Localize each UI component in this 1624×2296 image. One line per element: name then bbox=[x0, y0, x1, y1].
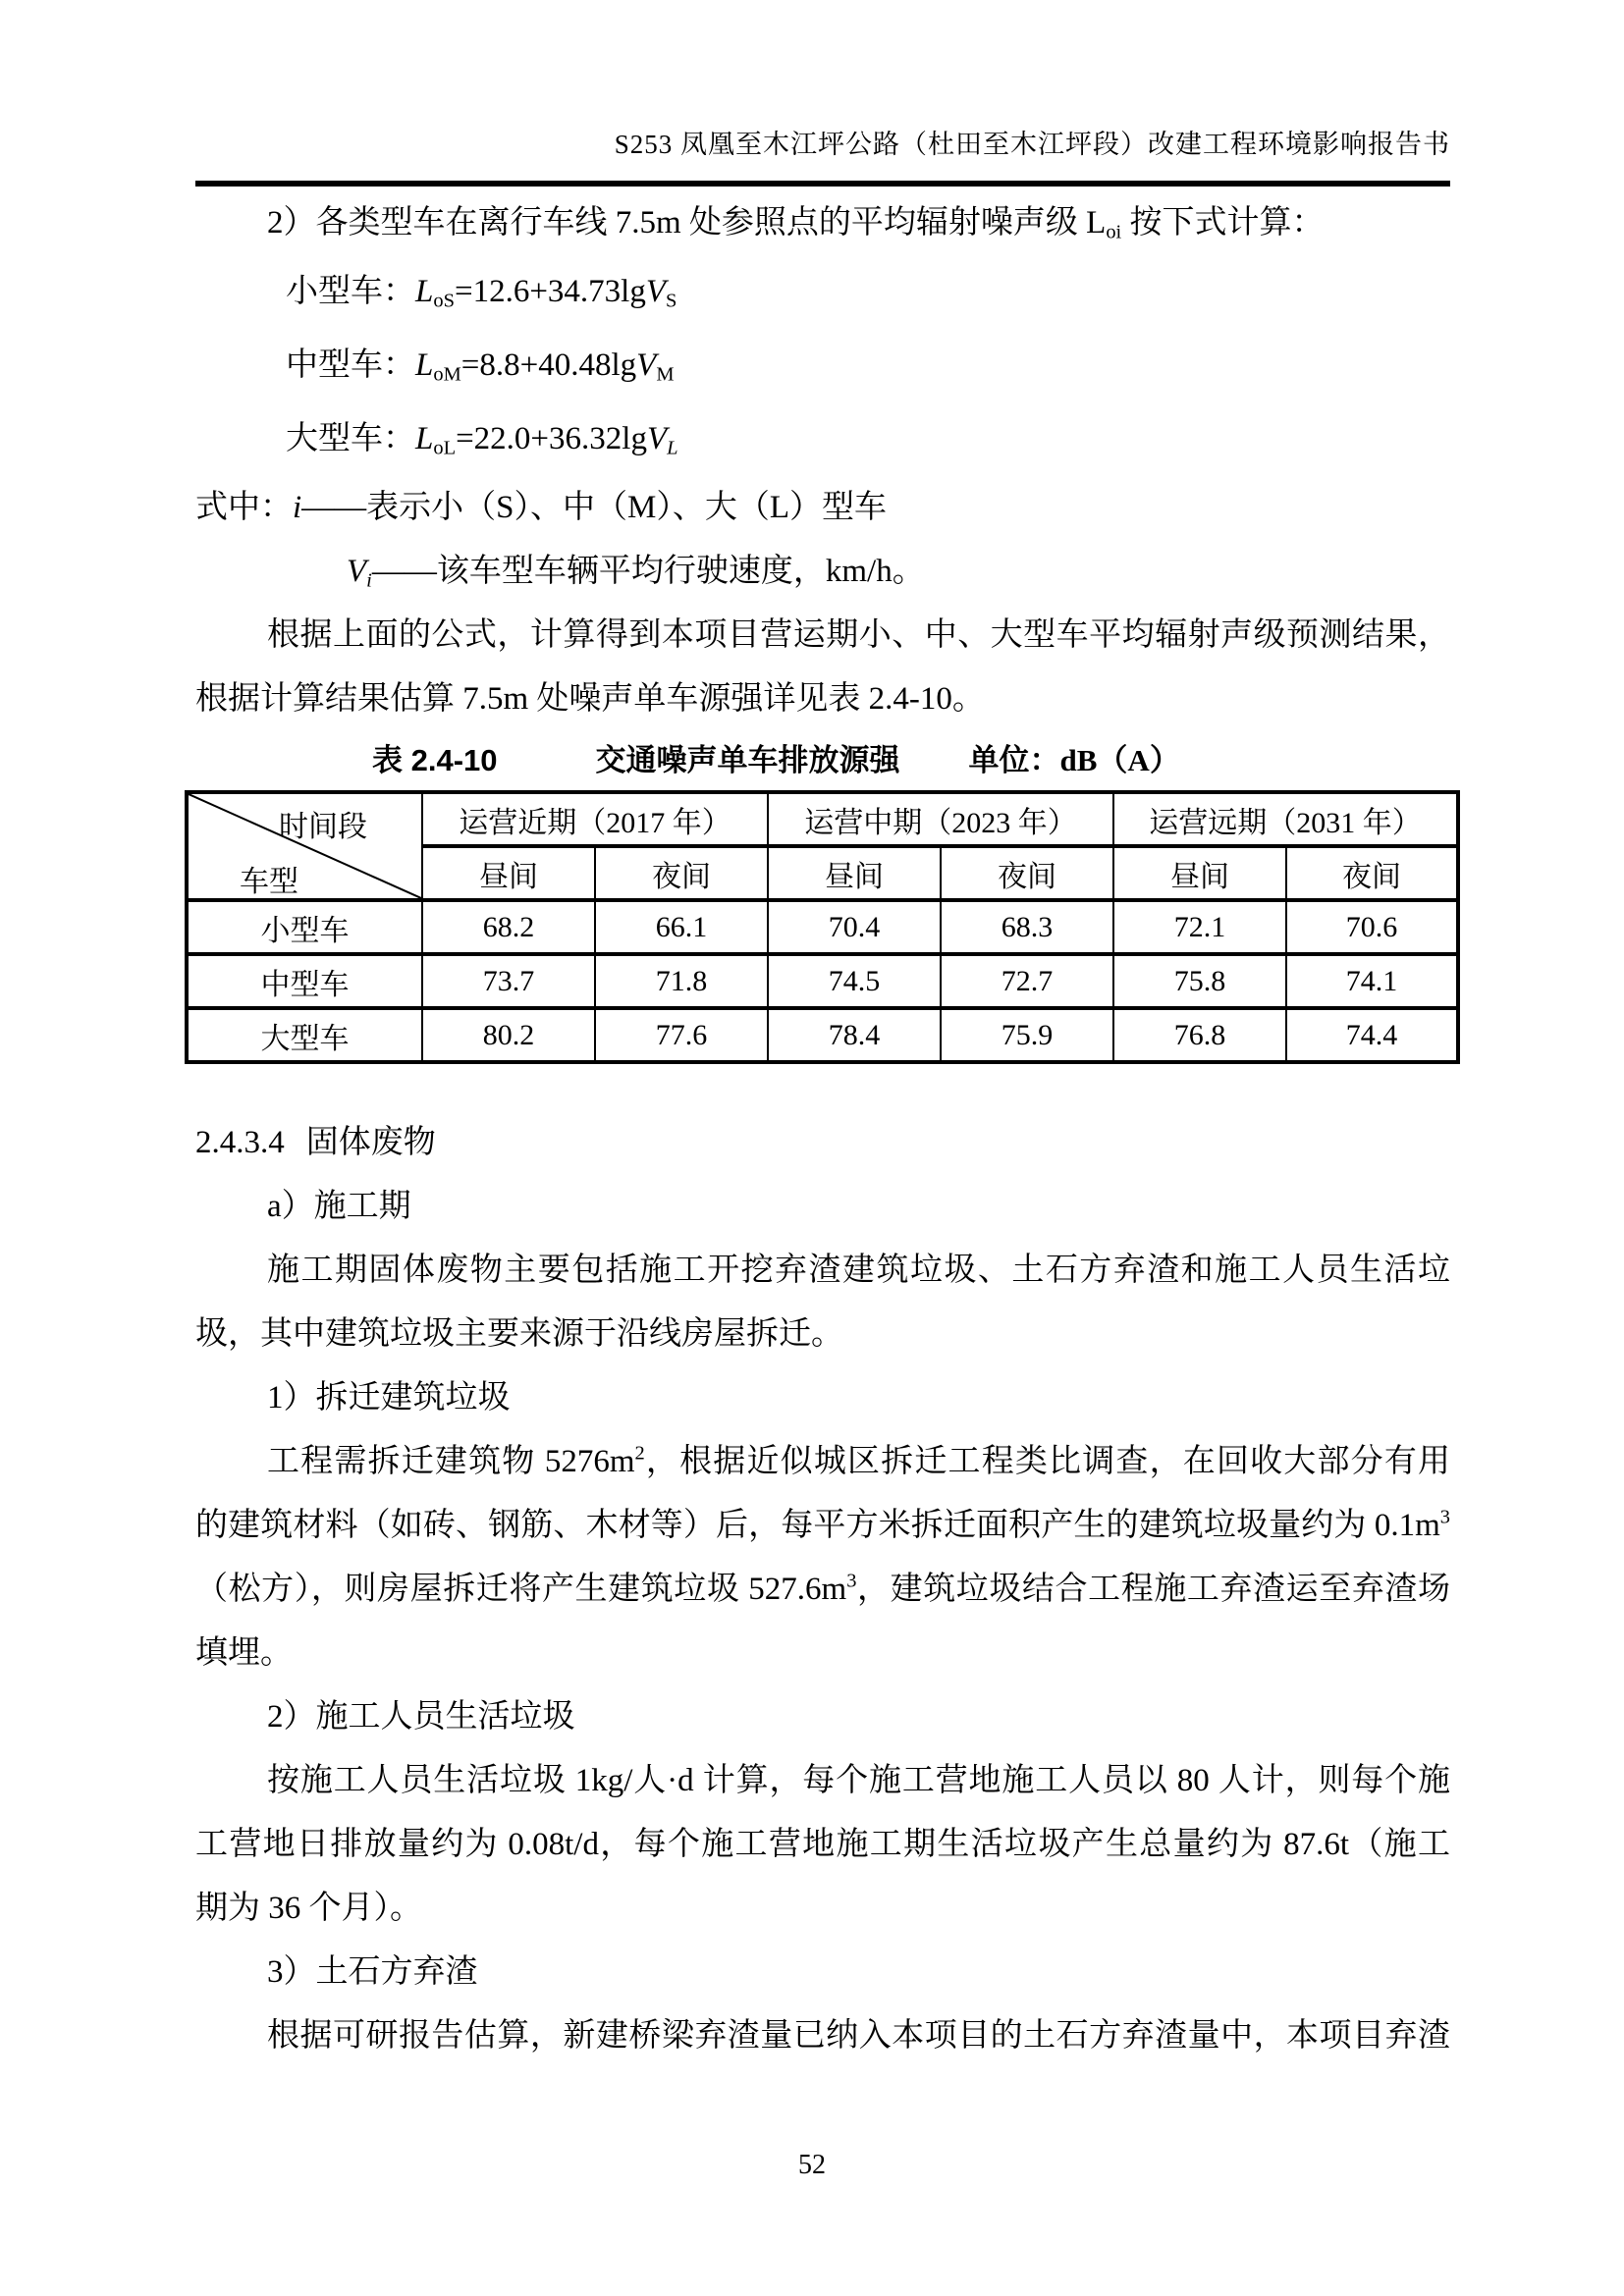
para-spoil-line1: 根据可研报告估算，新建桥梁弃渣量已纳入本项目的土石方弃渣量中，本项目弃渣 bbox=[267, 2018, 1450, 2054]
para-prediction-line2: 根据计算结果估算 7.5m 处噪声单车源强详见表 2.4-10。 bbox=[195, 681, 985, 717]
value-cell: 72.7 bbox=[941, 954, 1113, 1008]
document-body bbox=[195, 191, 1450, 2068]
para-demolition-line4: 填埋。 bbox=[195, 1635, 293, 1671]
corner-label-period: 时间段 bbox=[279, 811, 367, 843]
group-header-near: 运营近期（2017 年） bbox=[422, 792, 768, 846]
value-cell: 75.8 bbox=[1113, 954, 1286, 1008]
formula-small-vehicle: 小型车：$L_{oS}=12.6+34.73\lg V_S$ bbox=[286, 274, 677, 312]
value-cell: 80.2 bbox=[422, 1008, 595, 1062]
value-cell: 68.3 bbox=[941, 900, 1113, 954]
page-number: 52 bbox=[798, 2150, 826, 2180]
subheader-cell: 昼间 bbox=[768, 846, 941, 900]
formula-medium-vehicle: 中型车：$L_{oM}=8.8+40.48\lg V_M$ bbox=[286, 347, 675, 386]
value-cell: 72.1 bbox=[1113, 900, 1286, 954]
value-cell: 74.4 bbox=[1286, 1008, 1458, 1062]
value-cell: 76.8 bbox=[1113, 1008, 1286, 1062]
value-cell: 71.8 bbox=[595, 954, 768, 1008]
para-noise-formula-intro: 2）各类型车在离行车线 7.5m 处参照点的平均辐射噪声级 $L_{oi}$ 按下式计算： bbox=[267, 205, 1325, 243]
value-cell: 78.4 bbox=[768, 1008, 941, 1062]
group-header-far: 运营远期（2031 年） bbox=[1113, 792, 1458, 846]
item-domestic-garbage: 2）施工人员生活垃圾 bbox=[267, 1699, 575, 1735]
table-title-text: 交通噪声单车排放源强 bbox=[595, 743, 900, 777]
table-row-small-vehicle bbox=[187, 900, 1458, 954]
value-cell: 70.6 bbox=[1286, 900, 1458, 954]
row-label: 小型车 bbox=[187, 900, 422, 954]
section-heading-solid-waste: 2.4.3.4 固体废物 bbox=[195, 1125, 436, 1160]
table-unit-label: 单位： bbox=[968, 743, 1060, 777]
table-number: 表 2.4-10 bbox=[372, 743, 498, 777]
para-garbage-line3: 期为 36 个月）。 bbox=[195, 1891, 422, 1926]
value-cell: 68.2 bbox=[422, 900, 595, 954]
report-title: S253 凤凰至木江坪公路（杜田至木江坪段）改建工程环境影响报告书 bbox=[614, 130, 1450, 159]
subheader-cell: 夜间 bbox=[941, 846, 1113, 900]
value-cell: 75.9 bbox=[941, 1008, 1113, 1062]
value-cell: 74.1 bbox=[1286, 954, 1458, 1008]
table-row-large-vehicle bbox=[187, 1008, 1458, 1062]
value-cell: 77.6 bbox=[595, 1008, 768, 1062]
body-blocks-top bbox=[195, 191, 1450, 731]
table-caption bbox=[372, 731, 1450, 790]
subsection-construction-period: a）施工期 bbox=[267, 1189, 411, 1224]
formula-large-vehicle: 大型车：$L_{oL}=22.0+36.32\lg V_L$ bbox=[286, 421, 678, 459]
formula-vi-definition: $V_i——$该车型车辆平均行驶速度，km/h。 bbox=[347, 554, 925, 592]
subheader-cell: 昼间 bbox=[1113, 846, 1286, 900]
subheader-cell: 夜间 bbox=[595, 846, 768, 900]
para-solid-waste-line1: 施工期固体废物主要包括施工开挖弃渣建筑垃圾、土石方弃渣和施工人员生活垃 bbox=[267, 1253, 1450, 1288]
para-demolition-line3: （松方），则房屋拆迁将产生建筑垃圾 $527.6m^3$，建筑垃圾结合工程施工弃渣运至弃渣场 bbox=[195, 1570, 1451, 1607]
table-row-medium-vehicle bbox=[187, 954, 1458, 1008]
table-corner-cell bbox=[187, 792, 422, 900]
value-cell: 66.1 bbox=[595, 900, 768, 954]
page-header bbox=[195, 128, 1450, 187]
item-demolition-waste: 1）拆迁建筑垃圾 bbox=[267, 1380, 511, 1415]
row-label: 大型车 bbox=[187, 1008, 422, 1062]
para-prediction-line1: 根据上面的公式，计算得到本项目营运期小、中、大型车平均辐射声级预测结果， bbox=[267, 617, 1450, 653]
subheader-cell: 昼间 bbox=[422, 846, 595, 900]
para-garbage-line2: 工营地日排放量约为 0.08t/d，每个施工营地施工期生活垃圾产生总量约为 87.6t（施工 bbox=[195, 1827, 1450, 1862]
value-cell: 70.4 bbox=[768, 900, 941, 954]
table-header-row-groups bbox=[187, 792, 1458, 846]
group-header-mid: 运营中期（2023 年） bbox=[768, 792, 1113, 846]
subheader-cell: 夜间 bbox=[1286, 846, 1458, 900]
value-cell: 73.7 bbox=[422, 954, 595, 1008]
formula-where-clause: 式中：i——表示小（S）、中（M）、大（L）型车 bbox=[195, 490, 888, 525]
value-cell: 74.5 bbox=[768, 954, 941, 1008]
row-label: 中型车 bbox=[187, 954, 422, 1008]
para-garbage-line1: 按施工人员生活垃圾 1kg/人·d 计算，每个施工营地施工人员以 80 人计，则每个施 bbox=[267, 1763, 1450, 1798]
table-unit-value: dB（A） bbox=[1059, 743, 1180, 777]
para-solid-waste-line2: 圾，其中建筑垃圾主要来源于沿线房屋拆迁。 bbox=[195, 1316, 843, 1352]
noise-source-table bbox=[185, 790, 1460, 1064]
para-demolition-line2: 的建筑材料（如砖、钢筋、木材等）后，每平方米拆迁面积产生的建筑垃圾量约为 $0.1m^3$ bbox=[195, 1506, 1450, 1543]
item-spoil: 3）土石方弃渣 bbox=[267, 1954, 478, 1990]
body-blocks-bottom bbox=[195, 1111, 1450, 2068]
page-footer bbox=[0, 2150, 1624, 2181]
header-rule bbox=[195, 181, 1450, 187]
para-demolition-line1: 工程需拆迁建筑物 $5276m^2$，根据近似城区拆迁工程类比调查，在回收大部分有用 bbox=[267, 1442, 1451, 1479]
corner-label-vehicle: 车型 bbox=[240, 866, 298, 898]
